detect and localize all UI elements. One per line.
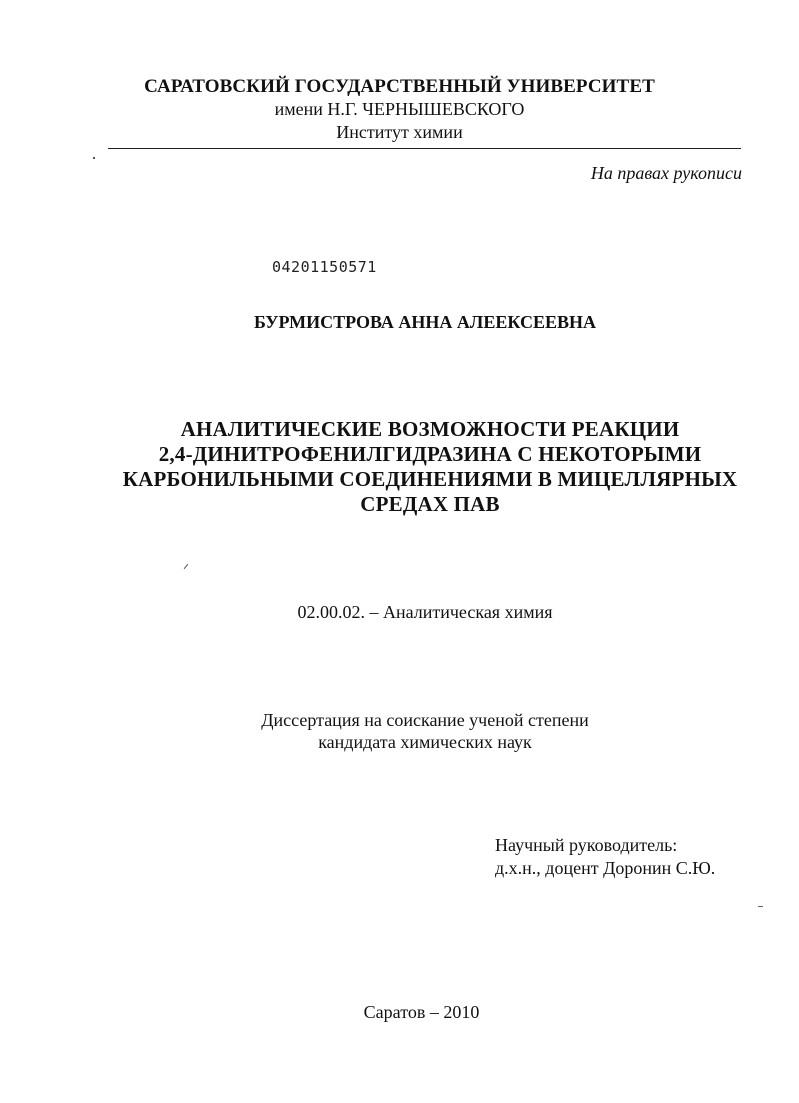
scan-speck <box>93 157 95 159</box>
dissertation-degree <box>0 709 799 753</box>
title-line: 2,4-ДИНИТРОФЕНИЛГИДРАЗИНА С НЕКОТОРЫМИ <box>158 442 702 466</box>
scientific-supervisor <box>495 834 715 880</box>
specialty-code: 02.00.02. – Аналитическая химия <box>297 602 553 622</box>
manuscript-rights-note: На правах рукописи <box>590 163 742 183</box>
degree-line: Диссертация на соискание ученой степени <box>261 710 589 730</box>
library-stamp-code: 04201150571 <box>272 258 377 276</box>
city-year: Саратов – 2010 <box>363 1002 480 1022</box>
supervisor-name: д.х.н., доцент Доронин С.Ю. <box>495 858 716 878</box>
institute-name: Институт химии <box>336 122 463 142</box>
scan-mark <box>758 906 763 907</box>
header-divider <box>108 148 741 149</box>
degree-line: кандидата химических наук <box>318 732 532 752</box>
title-line: СРЕДАХ ПАВ <box>360 492 500 516</box>
title-line: АНАЛИТИЧЕСКИЕ ВОЗМОЖНОСТИ РЕАКЦИИ <box>180 417 680 441</box>
author-name: БУРМИСТРОВА АННА АЛЕЕКСЕЕВНА <box>254 312 596 332</box>
supervisor-label: Научный руководитель: <box>495 835 678 855</box>
scan-mark <box>184 564 189 569</box>
dissertation-title <box>60 417 799 517</box>
university-named-after: имени Н.Г. ЧЕРНЫШЕВСКОГО <box>274 99 525 119</box>
university-name: САРАТОВСКИЙ ГОСУДАРСТВЕННЫЙ УНИВЕРСИТЕТ <box>144 76 655 97</box>
title-line: КАРБОНИЛЬНЫМИ СОЕДИНЕНИЯМИ В МИЦЕЛЛЯРНЫХ <box>122 467 738 491</box>
